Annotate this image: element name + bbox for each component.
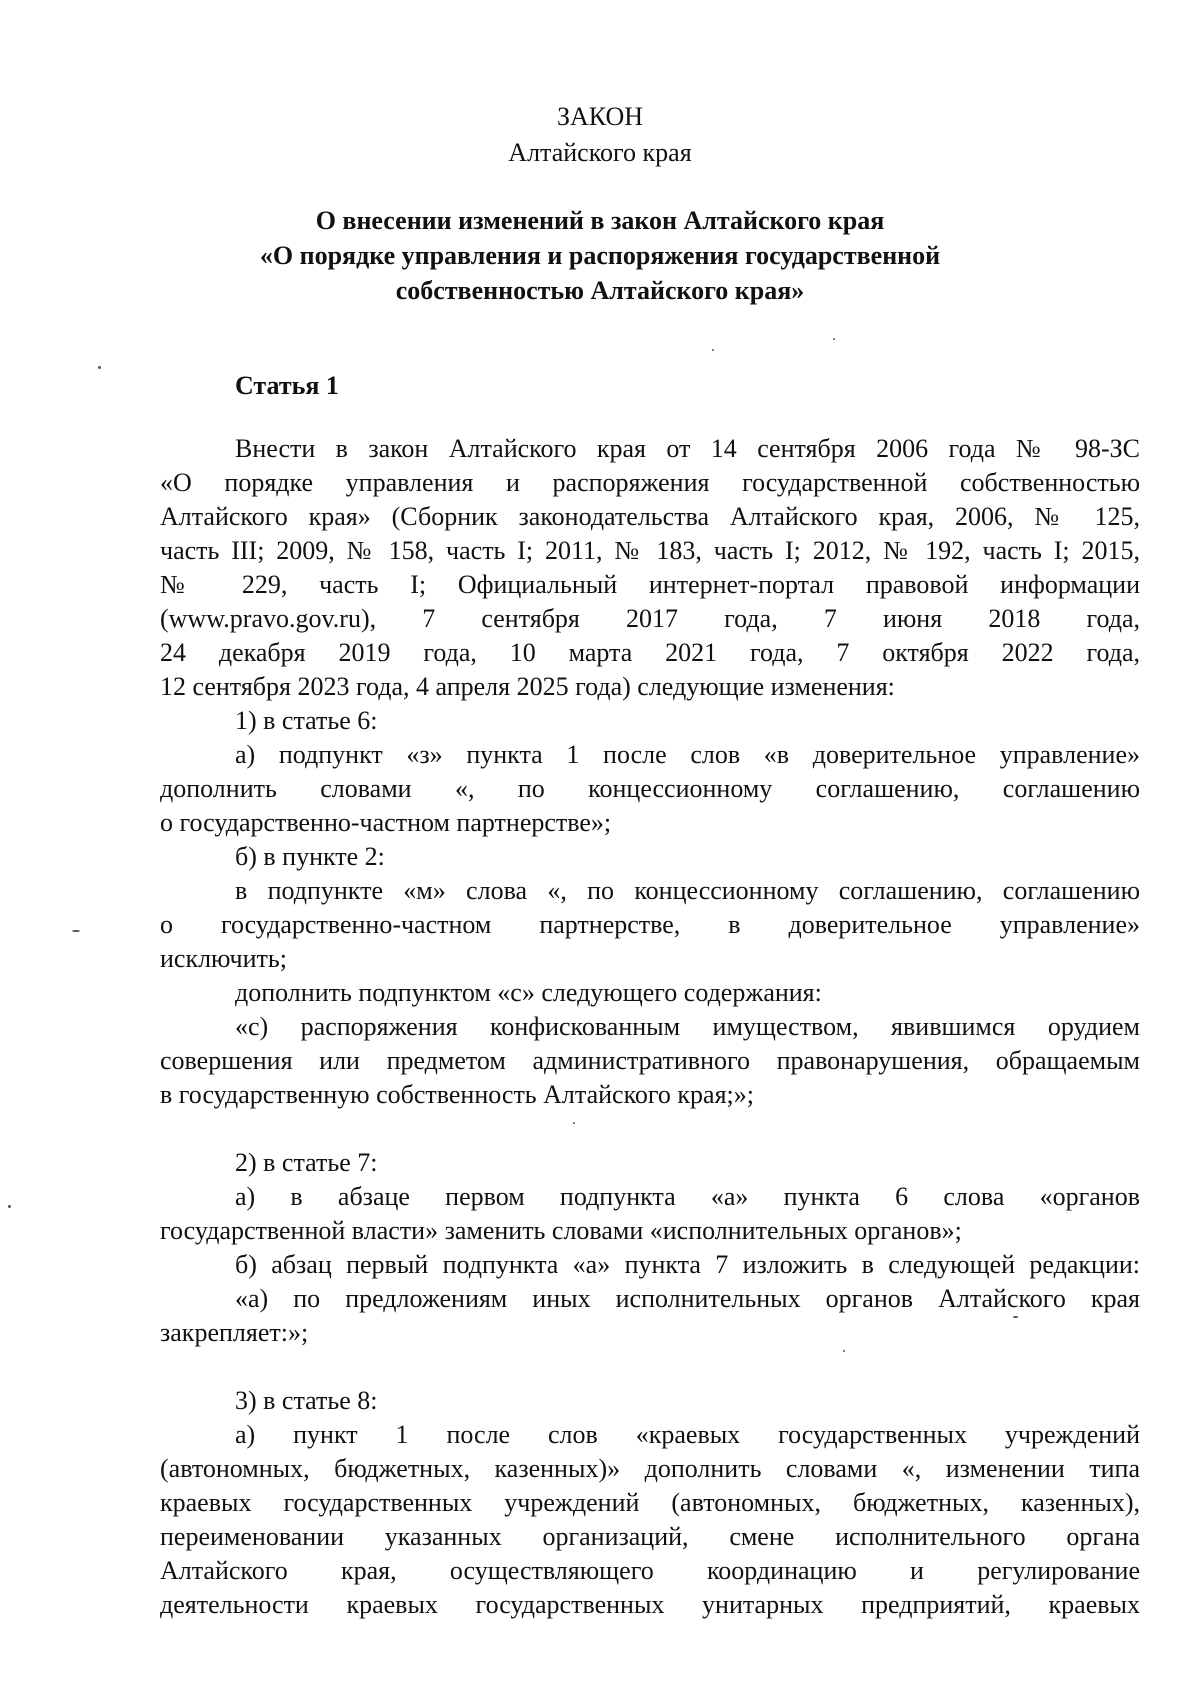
- body-line: в государственную собственность Алтайского края;»;: [160, 1080, 754, 1109]
- body-line: переименовании указанных организаций, смене исполнительного органа: [160, 1522, 1140, 1551]
- scan-speck: [1013, 1316, 1018, 1318]
- body-line: а) подпункт «з» пункта 1 после слов «в доверительное управление»: [235, 740, 1140, 769]
- body-line: б) абзац первый подпункта «а» пункта 7 изложить в следующей редакции:: [235, 1250, 1140, 1279]
- body-line: (автономных, бюджетных, казенных)» дополнить словами «, изменении типа: [160, 1454, 1140, 1483]
- body-line: деятельности краевых государственных унитарных предприятий, краевых: [160, 1590, 1140, 1619]
- body-line: (www.pravo.gov.ru), 7 сентября 2017 года, 7 июня 2018 года,: [160, 604, 1140, 633]
- scan-speck: [72, 930, 80, 932]
- body-line: 12 сентября 2023 года, 4 апреля 2025 года) следующие изменения:: [160, 672, 895, 701]
- scan-speck: [98, 366, 101, 369]
- body-line: 24 декабря 2019 года, 10 марта 2021 года, 7 октября 2022 года,: [160, 638, 1140, 667]
- body-line: Внести в закон Алтайского края от 14 сентября 2006 года № 98-ЗС: [235, 434, 1140, 463]
- law-title-line-2: «О порядке управления и распоряжения государственной: [259, 241, 941, 270]
- scan-speck: [573, 1122, 575, 1124]
- body-line: о государственно-частном партнерстве»;: [160, 808, 612, 837]
- law-title-line-3: собственностью Алтайского края»: [395, 276, 805, 305]
- body-line: «с) распоряжения конфискованным имуществом, явившимся орудием: [235, 1012, 1140, 1041]
- body-line: а) в абзаце первом подпункта «а» пункта 6 слова «органов: [235, 1182, 1140, 1211]
- law-region: Алтайского края: [508, 138, 692, 167]
- scan-speck: [8, 1205, 11, 1208]
- body-line: совершения или предметом административного правонарушения, обращаемым: [160, 1046, 1140, 1075]
- body-line: Алтайского края, осуществляющего координацию и регулирование: [160, 1556, 1140, 1585]
- body-line: государственной власти» заменить словами «исполнительных органов»;: [160, 1216, 962, 1245]
- body-line: закрепляет:»;: [160, 1318, 309, 1347]
- body-line: краевых государственных учреждений (автономных, бюджетных, казенных),: [160, 1488, 1140, 1517]
- body-line: о государственно-частном партнерстве, в доверительное управление»: [160, 910, 1140, 939]
- body-line: 2) в статье 7:: [235, 1148, 378, 1177]
- scan-speck: [712, 349, 714, 351]
- body-line: «а) по предложениям иных исполнительных органов Алтайского края: [235, 1284, 1140, 1313]
- law-heading: ЗАКОН: [556, 102, 644, 131]
- scan-speck: [843, 1350, 845, 1352]
- body-line: 1) в статье 6:: [235, 706, 378, 735]
- body-line: 3) в статье 8:: [235, 1386, 378, 1415]
- body-line: часть III; 2009, № 158, часть I; 2011, № 183, часть I; 2012, № 192, часть I; 2015,: [160, 536, 1140, 565]
- body-line: Алтайского края» (Сборник законодательства Алтайского края, 2006, № 125,: [160, 502, 1140, 531]
- law-title-line-1: О внесении изменений в закон Алтайского края: [315, 206, 885, 235]
- body-line: а) пункт 1 после слов «краевых государственных учреждений: [235, 1420, 1140, 1449]
- body-line: № 229, часть I; Официальный интернет-портал правовой информации: [160, 570, 1140, 599]
- body-line: дополнить подпунктом «с» следующего содержания:: [235, 978, 822, 1007]
- scan-speck: [833, 338, 835, 340]
- article-heading: Статья 1: [235, 371, 339, 400]
- body-line: б) в пункте 2:: [235, 842, 385, 871]
- body-line: дополнить словами «, по концессионному соглашению, соглашению: [160, 774, 1140, 803]
- body-line: в подпункте «м» слова «, по концессионному соглашению, соглашению: [235, 876, 1140, 905]
- body-line: исключить;: [160, 944, 287, 973]
- body-line: «О порядке управления и распоряжения государственной собственностью: [160, 468, 1140, 497]
